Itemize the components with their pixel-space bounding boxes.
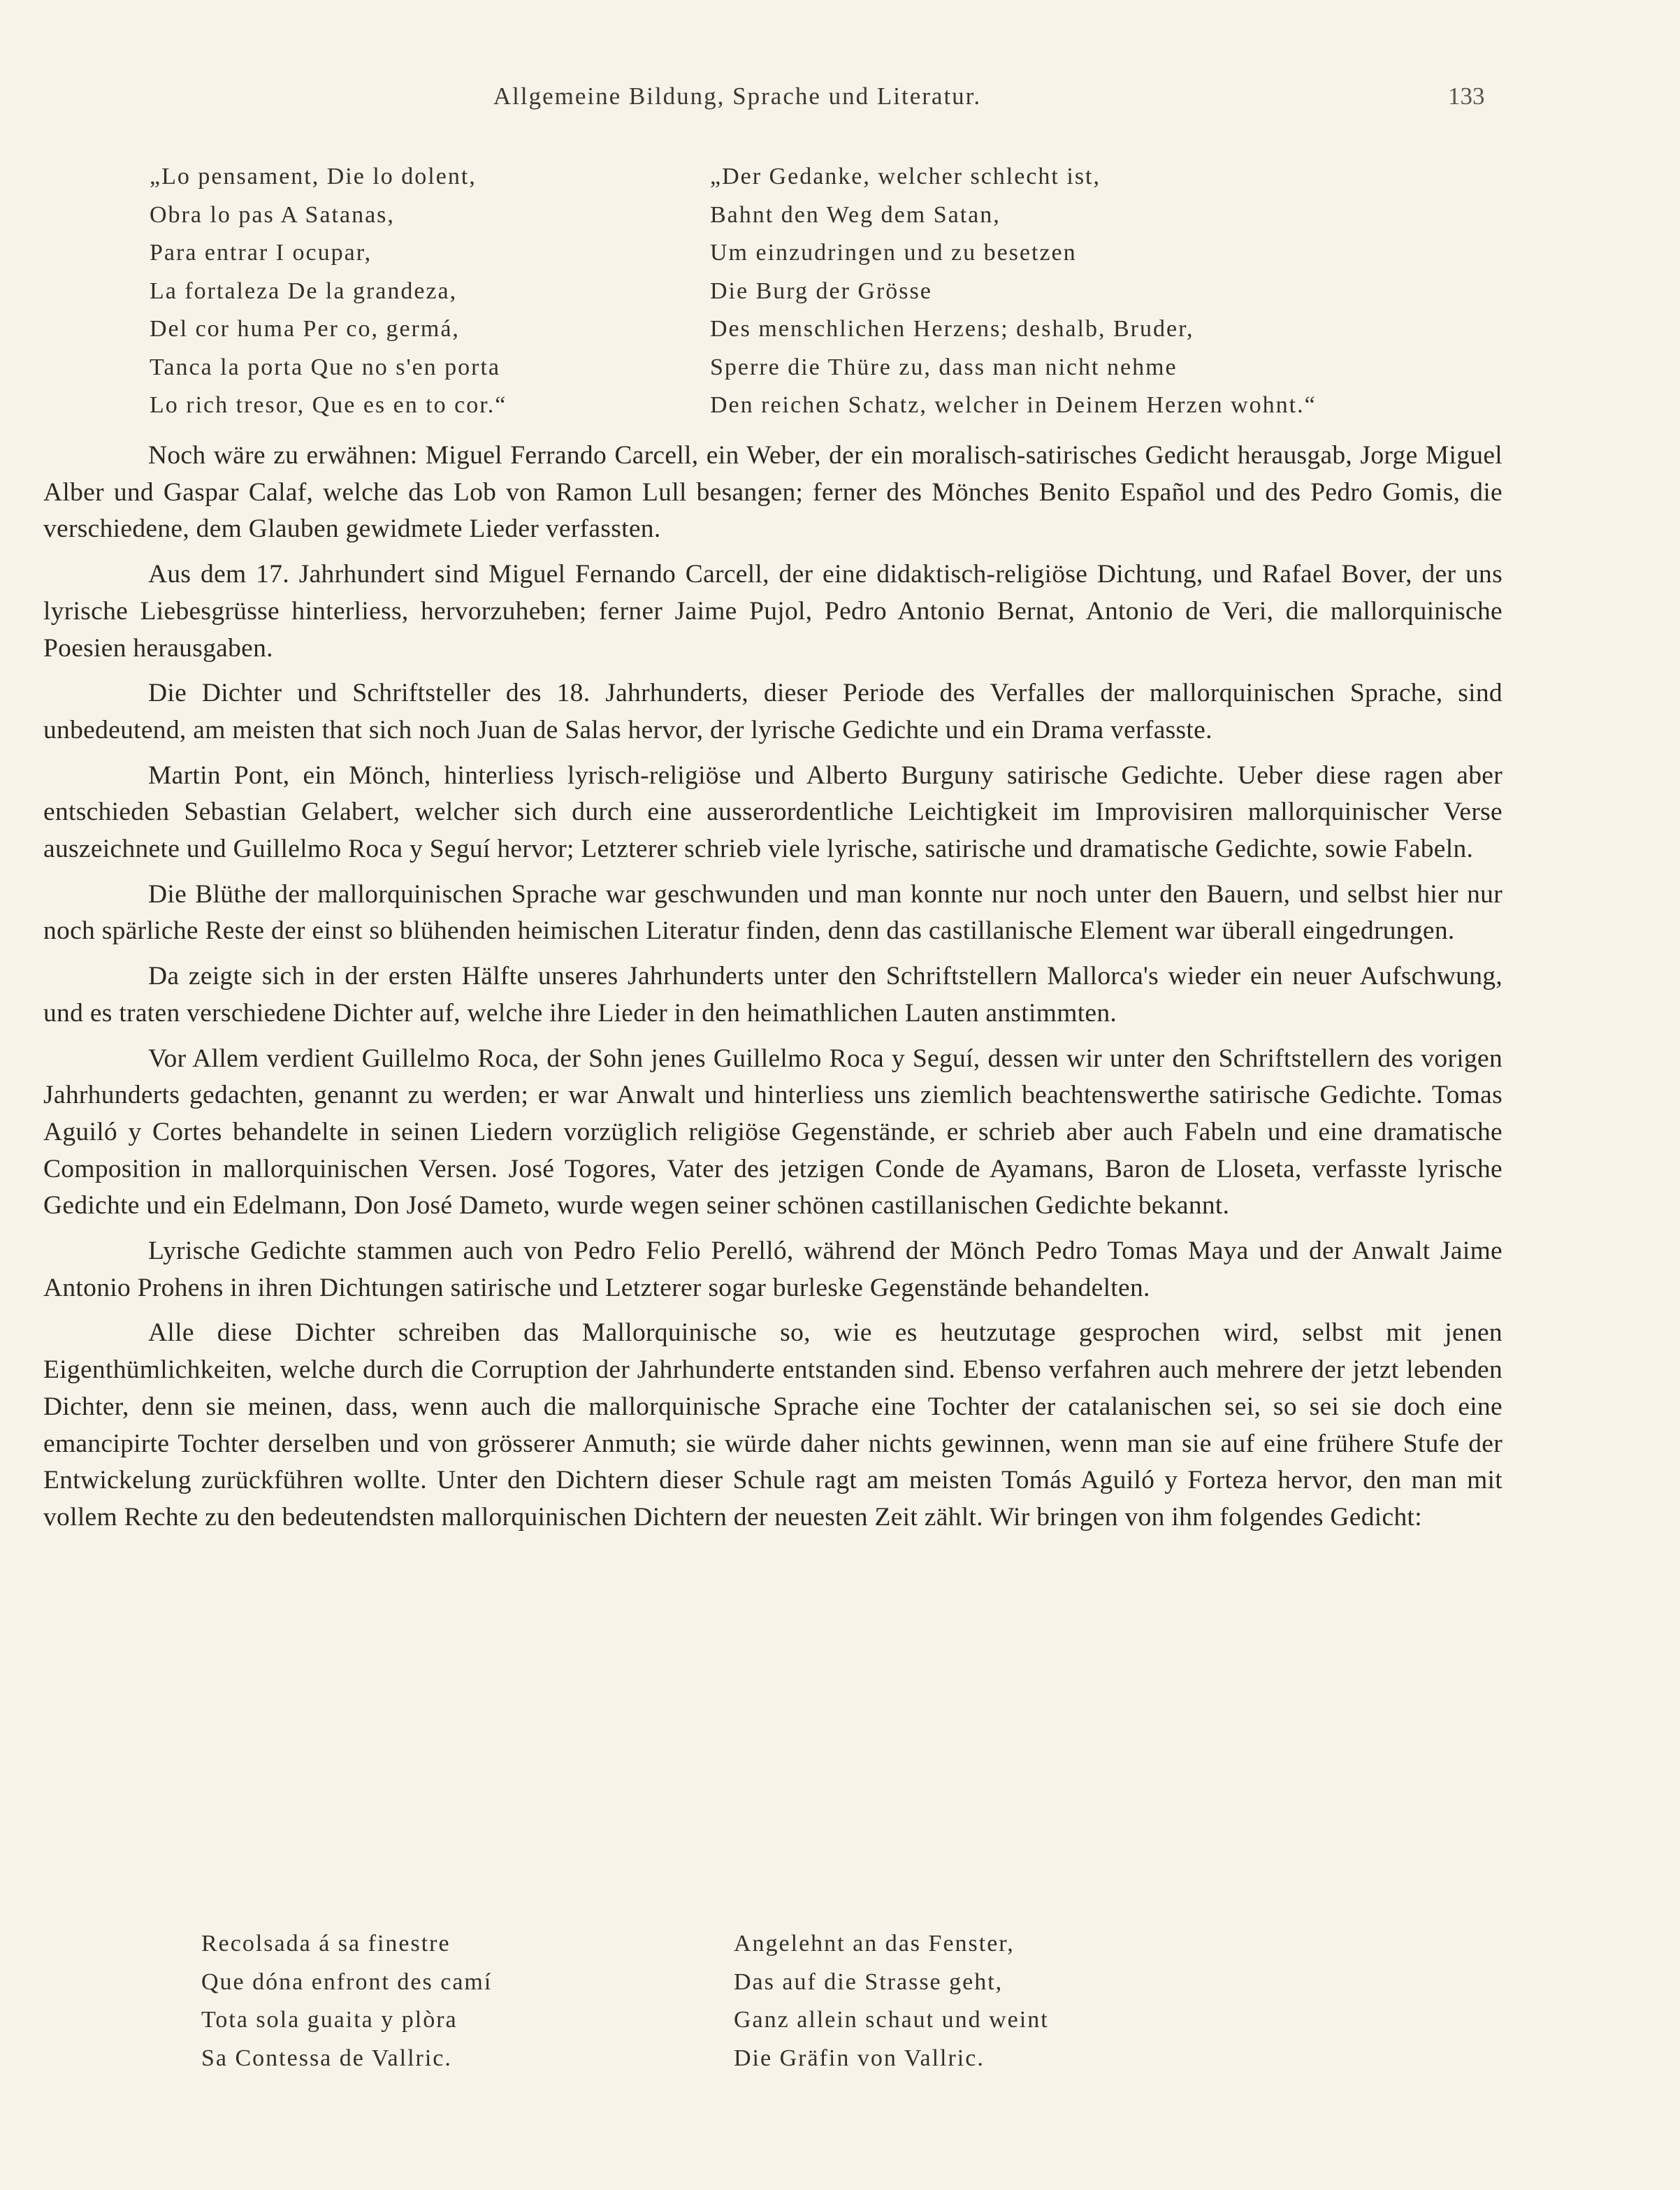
poem-top-translation xyxy=(710,158,1317,425)
poem-line: Bahnt den Weg dem Satan, xyxy=(710,201,1001,228)
poem-line: Obra lo pas A Satanas, xyxy=(150,201,395,228)
poem-top-original xyxy=(150,158,710,425)
poem-bottom-original xyxy=(201,1925,734,2077)
poem-line: Tota sola guaita y plòra xyxy=(201,2007,458,2033)
paragraph: Lyrische Gedichte stammen auch von Pedro Felio Perelló, während der Mönch Pedro Tomas Maya und der Anwalt Jaime Antonio Prohens in ihren Dichtungen satirische und Letzterer sogar burleske Gegenstände behandelten. xyxy=(43,1237,1502,1302)
poem-line: Recolsada á sa finestre xyxy=(201,1931,451,1957)
poem-bottom-translation xyxy=(734,1925,1049,2077)
page-number: 133 xyxy=(1448,82,1485,110)
paragraph: Die Dichter und Schriftsteller des 18. Jahrhunderts, dieser Periode des Verfalles der mallorquinischen Sprache, sind unbedeutend, am meisten that sich noch Juan de Salas hervor, der lyrische Gedichte und ein Drama verfasste. xyxy=(43,679,1502,744)
paragraph: Alle diese Dichter schreiben das Mallorquinische so, wie es heutzutage gesprochen wird, selbst mit jenen Eigenthümlichkeiten, welche durch die Corruption der Jahrhunderte entstanden sind. Ebenso verfahren auch mehrere der jetzt lebenden Dichter, denn sie meinen, dass, wenn auch die mallorquinische Sprache eine Tochter der catalanischen sei, so sei sie doch eine emancipirte Tochter derselben und von grösserer Anmuth; sie würde daher nichts gewinnen, wenn man sie auf eine frühere Stufe der Entwickelung zurückführen wollte. Unter den Dichtern dieser Schule ragt am meisten Tomás Aguiló y Forteza hervor, den man mit vollem Rechte zu den bedeutendsten mallorquinischen Dichtern der neuesten Zeit zählt. Wir bringen von ihm folgendes Gedicht: xyxy=(43,1318,1502,1532)
running-title: Allgemeine Bildung, Sprache und Literatur. xyxy=(493,82,982,110)
paragraph: Da zeigte sich in der ersten Hälfte unseres Jahrhunderts unter den Schriftstellern Mallorca's wieder ein neuer Aufschwung, und es traten verschiedene Dichter auf, welche ihre Lieder in den heimathlichen Lauten anstimmten. xyxy=(43,962,1502,1028)
poem-top xyxy=(150,158,1317,425)
paragraph: Noch wäre zu erwähnen: Miguel Ferrando Carcell, ein Weber, der ein moralisch-satirisches Gedicht herausgab, Jorge Miguel Alber und Gaspar Calaf, welche das Lob von Ramon Lull besangen; ferner des Mönches Benito Español und des Pedro Gomis, die verschiedene, dem Glauben gewidmete Lieder verfassten. xyxy=(43,441,1502,544)
poem-line: Um einzudringen und zu besetzen xyxy=(710,240,1077,266)
body-text xyxy=(43,438,1502,1545)
poem-line: Que dóna enfront des camí xyxy=(201,1968,493,1995)
poem-line: Die Burg der Grösse xyxy=(710,278,932,304)
running-head xyxy=(0,82,1680,124)
poem-line: Sa Contessa de Vallric. xyxy=(201,2045,452,2071)
poem-line: Ganz allein schaut und weint xyxy=(734,2007,1049,2033)
poem-bottom xyxy=(201,1925,1049,2077)
paragraph: Martin Pont, ein Mönch, hinterliess lyrisch-religiöse und Alberto Burguny satirische Gedichte. Ueber diese ragen aber entschieden Sebastian Gelabert, welcher sich durch eine ausserordentliche Leichtigkeit im Improvisiren mallorquinischer Verse auszeichnete und Guillelmo Roca y Seguí hervor; Letzterer schrieb viele lyrische, satirische und dramatische Gedichte, sowie Fabeln. xyxy=(43,761,1502,864)
poem-line: „Lo pensament, Die lo dolent, xyxy=(150,164,477,189)
poem-line: Del cor huma Per co, germá, xyxy=(150,316,460,342)
poem-line: Angelehnt an das Fenster, xyxy=(734,1931,1015,1957)
poem-line: Sperre die Thüre zu, dass man nicht nehme xyxy=(710,354,1178,380)
poem-line: „Der Gedanke, welcher schlecht ist, xyxy=(710,164,1101,189)
poem-line: La fortaleza De la grandeza, xyxy=(150,278,458,304)
paragraph: Aus dem 17. Jahrhundert sind Miguel Fernando Carcell, der eine didaktisch-religiöse Dichtung, und Rafael Bover, der uns lyrische Liebesgrüsse hinterliess, hervorzuheben; ferner Jaime Pujol, Pedro Antonio Bernat, Antonio de Veri, die mallorquinische Poesien herausgaben. xyxy=(43,560,1502,663)
poem-line: Lo rich tresor, Que es en to cor.“ xyxy=(150,392,507,418)
poem-line: Den reichen Schatz, welcher in Deinem Herzen wohnt.“ xyxy=(710,392,1317,418)
paragraph: Vor Allem verdient Guillelmo Roca, der Sohn jenes Guillelmo Roca y Seguí, dessen wir unter den Schriftstellern des vorigen Jahrhunderts gedachten, genannt zu werden; er war Anwalt und hinterliess uns ziemlich beachtenswerthe satirische Gedichte. Tomas Aguiló y Cortes behandelte in seinen Liedern vorzüglich religiöse Gegenstände, er schrieb aber auch Fabeln und eine dramatische Composition in mallorquinischen Versen. José Togores, Vater des jetzigen Conde de Ayamans, Baron de Lloseta, verfasste lyrische Gedichte und ein Edelmann, Don José Dameto, wurde wegen seiner schönen castillanischen Gedichte bekannt. xyxy=(43,1044,1502,1220)
poem-line: Tanca la porta Que no s'en porta xyxy=(150,354,501,380)
paragraph: Die Blüthe der mallorquinischen Sprache war geschwunden und man konnte nur noch unter den Bauern, und selbst hier nur noch spärliche Reste der einst so blühenden heimischen Literatur finden, denn das castillanische Element war überall eingedrungen. xyxy=(43,879,1502,946)
poem-line: Para entrar I ocupar, xyxy=(150,240,372,266)
poem-line: Die Gräfin von Vallric. xyxy=(734,2045,985,2071)
poem-line: Das auf die Strasse geht, xyxy=(734,1968,1004,1995)
poem-line: Des menschlichen Herzens; deshalb, Bruder, xyxy=(710,316,1194,342)
